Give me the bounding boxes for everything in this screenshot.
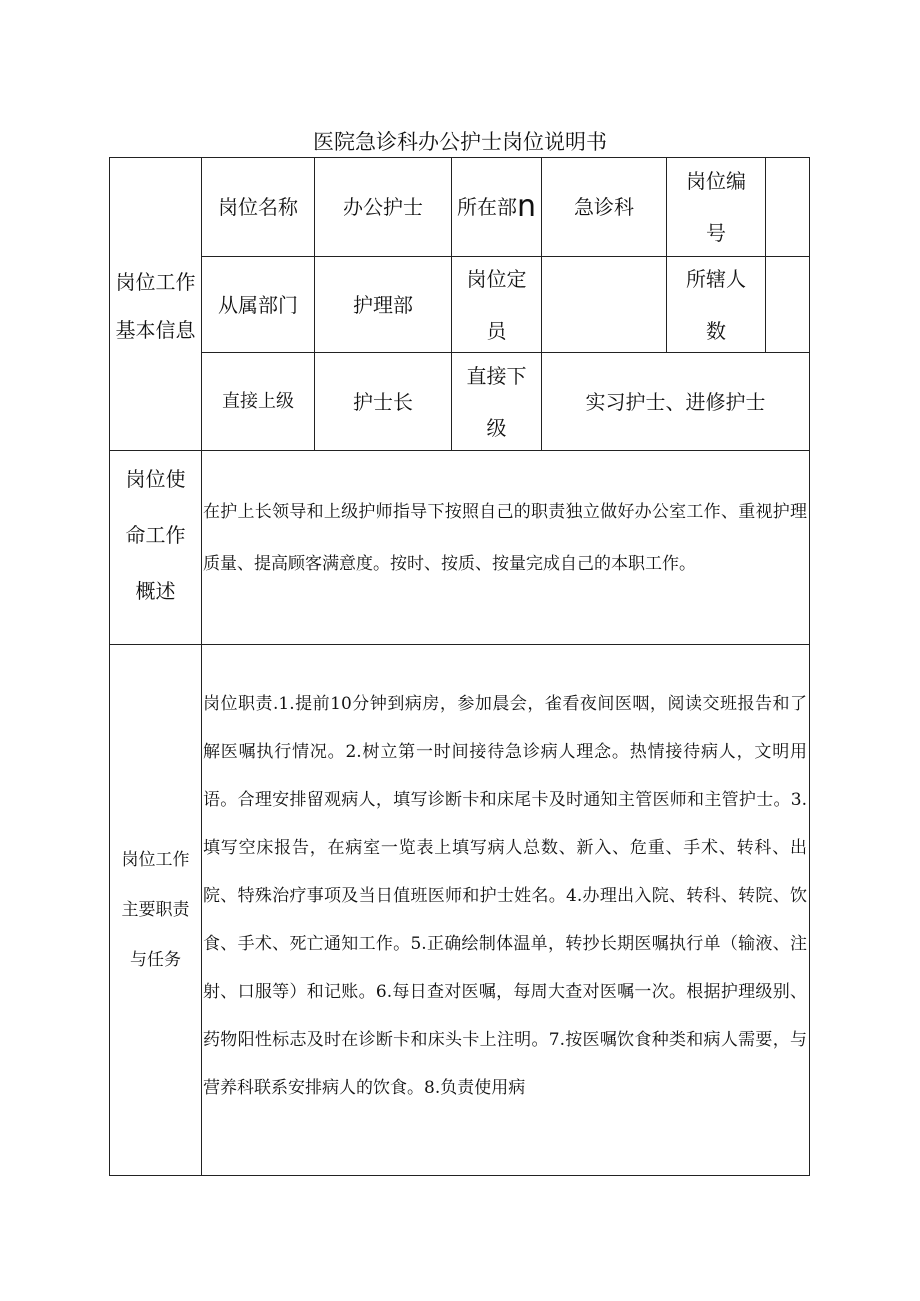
border-mission-bottom — [109, 644, 810, 645]
quota-label-text: 岗位定员 — [466, 266, 527, 343]
mission-label-text: 岗位使命工作概述 — [125, 467, 186, 603]
superior-value: 护士长 — [353, 389, 413, 414]
quota-label — [452, 257, 541, 352]
superior-label: 直接上级 — [222, 390, 294, 412]
mission-text: 在护上长领导和上级护师指导下按照自己的职责独立做好办公室工作、重视护理质量、提高顾客满意度。按时、按质、按量完成自己的本职工作。 — [203, 502, 807, 574]
duties-label — [110, 645, 201, 1175]
post-no-label — [667, 158, 765, 256]
mission-label — [110, 451, 201, 644]
affiliated-dept-label: 从属部门 — [218, 292, 298, 317]
duties-label-line1: 岗位工作 — [121, 850, 190, 870]
post-name-label: 岗位名称 — [218, 195, 298, 219]
dept-label — [452, 158, 541, 256]
border-basic-bottom — [109, 450, 810, 451]
duties-text: 岗位职责.1.提前10分钟到病房，参加晨会，雀看夜间医咽，阅读交班报告和了解医嘱执行情况。2.树立第一时间接待急诊病人理念。热情接待病人，文明用语。合理安排留观病人，填写诊断卡和床尾卡及时通知主管医师和主管护士。3.填写空床报告，在病室一览表上填写病人总数、新入、危重、手术、转科、出院、特殊治疗事项及当日值班医师和护士姓名。4.办理出入院、转科、转院、饮食、手术、死亡通知工作。5.正确绘制体温单，转抄长期医嘱执行单（输液、注射、口服等）和记账。6.每日查对医嘱，每周大查对医嘱一次。根据护理级别、药物阳性标志及时在诊断卡和床头卡上注明。7.按医嘱饮食种类和病人需要，与营养科联系安排病人的饮食。8.负责使用病 — [203, 694, 807, 1098]
post-no-value — [766, 158, 809, 256]
border-bottom — [109, 1175, 810, 1176]
subordinates-count-value — [766, 257, 809, 352]
subordinates-count-label — [667, 257, 765, 352]
border-right — [809, 157, 810, 1176]
subordinate-label — [452, 353, 541, 450]
document-title: 医院急诊科办公护士岗位说明书 — [313, 130, 607, 154]
duties-label-line3: 与任务 — [130, 950, 181, 970]
dept-value: 急诊科 — [574, 195, 634, 219]
basic-info-label-text: 岗位工作基本信息 — [115, 270, 196, 342]
subordinate-value: 实习护士、进修护士 — [585, 389, 766, 414]
post-name-value: 办公护士 — [343, 195, 423, 219]
post-no-label-text: 岗位编号 — [686, 169, 746, 245]
duties-label-line2: 主要职责 — [121, 900, 190, 920]
subordinate-label-text: 直接下级 — [466, 363, 527, 440]
affiliated-dept-value: 护理部 — [353, 292, 413, 317]
quota-value — [542, 257, 666, 352]
subordinates-count-label-text: 所辖人数 — [686, 266, 746, 343]
dept-label-text: 所在部 — [456, 195, 517, 219]
dept-label-tail: n — [516, 189, 536, 224]
basic-info-section-label — [110, 258, 201, 368]
